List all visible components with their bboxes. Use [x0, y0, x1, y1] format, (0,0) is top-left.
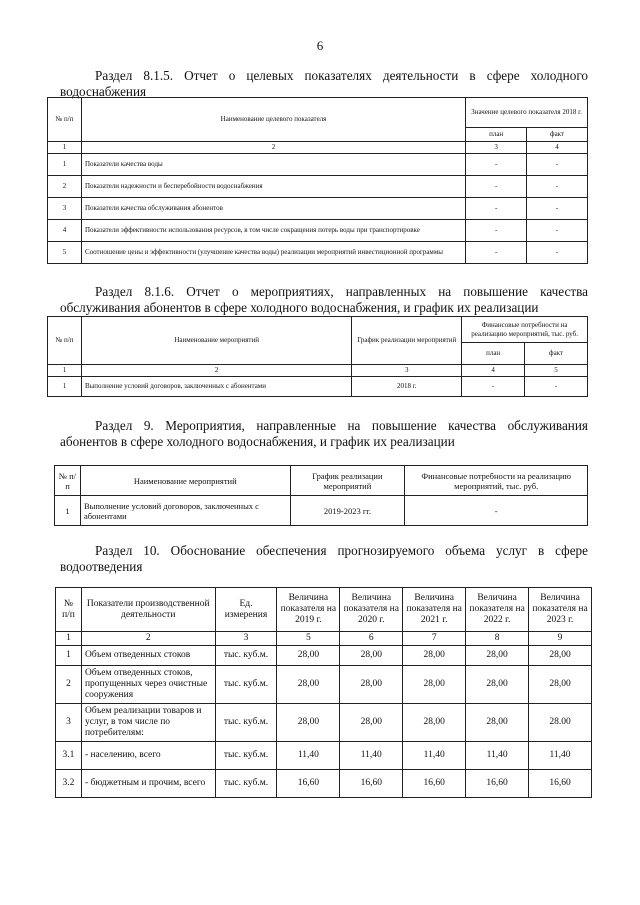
table-row [48, 176, 588, 198]
row-value: 16,60 [403, 770, 466, 798]
row-value: 11,40 [403, 742, 466, 770]
index-cell: 3 [352, 365, 462, 377]
row-value: 16,60 [340, 770, 403, 798]
section-10-heading: Раздел 10. Обоснование обеспечения прогнозируемого объема услуг в сфере водоотведения [60, 543, 588, 574]
row-num: 3.1 [56, 742, 82, 770]
index-cell: 3 [466, 142, 527, 154]
table-row [48, 198, 588, 220]
header-schedule: График реализации мероприятий [290, 466, 405, 496]
header-year: Величина показателя на 2021 г. [403, 588, 466, 632]
row-value: 28,00 [277, 704, 340, 742]
row-num: 3 [56, 704, 82, 742]
row-value: 11,40 [466, 742, 529, 770]
table-row [48, 154, 588, 176]
row-name: Показатели качества воды [81, 154, 465, 176]
row-unit: тыс. куб.м. [215, 704, 277, 742]
row-plan: - [466, 154, 527, 176]
header-num: № п/п [55, 466, 81, 496]
index-cell: 3 [215, 632, 277, 646]
row-fact: - [527, 176, 588, 198]
row-plan: - [462, 377, 525, 397]
row-unit: тыс. куб.м. [215, 646, 277, 666]
row-name: Объем отведенных стоков, пропущенных через очистные сооружения [81, 666, 215, 704]
row-num: 1 [48, 377, 82, 397]
row-name: Показатели качества обслуживания абонентов [81, 198, 465, 220]
index-cell: 1 [48, 365, 82, 377]
row-fact: - [527, 242, 588, 264]
index-cell: 2 [81, 632, 215, 646]
row-num: 5 [48, 242, 82, 264]
row-schedule: 2019-2023 гг. [290, 496, 405, 526]
table-row [56, 646, 592, 666]
table-row [48, 377, 588, 397]
header-plan: план [462, 343, 525, 365]
row-num: 2 [56, 666, 82, 704]
table-row [48, 220, 588, 242]
row-num: 1 [55, 496, 81, 526]
row-value: 11,40 [340, 742, 403, 770]
index-cell: 1 [48, 142, 82, 154]
row-num: 1 [48, 154, 82, 176]
row-plan: - [466, 198, 527, 220]
row-value: 28,00 [466, 666, 529, 704]
header-schedule: График реализации мероприятий [352, 317, 462, 365]
row-value: 28,00 [340, 646, 403, 666]
row-num: 3 [48, 198, 82, 220]
row-fact: - [527, 198, 588, 220]
index-cell: 5 [525, 365, 588, 377]
index-cell: 2 [81, 365, 351, 377]
row-value: 28,00 [403, 646, 466, 666]
row-value: 28,00 [529, 666, 592, 704]
table-8-1-5 [47, 97, 588, 264]
row-value: 11,40 [529, 742, 592, 770]
index-cell: 1 [56, 632, 82, 646]
row-value: 28.00 [529, 704, 592, 742]
row-name: Показатели надежности и бесперебойности водоснабжения [81, 176, 465, 198]
header-fact: факт [527, 128, 588, 142]
row-value: 28,00 [277, 646, 340, 666]
section-8-1-5-heading: Раздел 8.1.5. Отчет о целевых показателях деятельности в сфере холодного водоснабжения [60, 68, 588, 99]
row-fact: - [525, 377, 588, 397]
row-value: 28,00 [340, 666, 403, 704]
header-plan: план [466, 128, 527, 142]
row-fact: - [527, 220, 588, 242]
header-fact: факт [525, 343, 588, 365]
header-num: № п/п [48, 98, 82, 142]
row-name: Показатели эффективности использования ресурсов, в том числе сокращения потерь воды при транспортировке [81, 220, 465, 242]
row-num: 3.2 [56, 770, 82, 798]
index-cell: 5 [277, 632, 340, 646]
index-cell: 9 [529, 632, 592, 646]
row-name: Объем реализации товаров и услуг, в том числе по потребителям: [81, 704, 215, 742]
table-9 [54, 465, 588, 526]
row-name: - бюджетным и прочим, всего [81, 770, 215, 798]
header-fin: Финансовые потребности на реализацию мероприятий, тыс. руб. [405, 466, 588, 496]
header-value: Значение целевого показателя 2018 г. [466, 98, 588, 128]
header-fin: Финансовые потребности на реализацию мероприятий, тыс. руб. [462, 317, 588, 343]
table-row [48, 242, 588, 264]
table-row [56, 742, 592, 770]
index-cell: 8 [466, 632, 529, 646]
row-value: 28,00 [529, 646, 592, 666]
header-name: Наименование целевого показателя [81, 98, 465, 142]
row-num: 1 [56, 646, 82, 666]
row-value: 28,00 [466, 646, 529, 666]
row-value: 11,40 [277, 742, 340, 770]
row-value: 28,00 [340, 704, 403, 742]
header-name: Наименование мероприятий [81, 317, 351, 365]
row-value: 28,00 [403, 704, 466, 742]
section-8-1-6-heading: Раздел 8.1.6. Отчет о мероприятиях, направленных на повышение качества обслуживания абонентов в сфере холодного водоснабжения, и график их реализации [60, 284, 588, 315]
row-value: 28,00 [466, 704, 529, 742]
header-year: Величина показателя на 2022 г. [466, 588, 529, 632]
row-schedule: 2018 г. [352, 377, 462, 397]
header-num: № п/п [48, 317, 82, 365]
page-number: 6 [316, 38, 324, 53]
row-name: Соотношение цены и эффективности (улучшение качества воды) реализации мероприятий инвестиционной программы [81, 242, 465, 264]
table-row [55, 496, 588, 526]
header-unit: Ед. измерения [215, 588, 277, 632]
row-value: 16,60 [277, 770, 340, 798]
index-cell: 7 [403, 632, 466, 646]
row-plan: - [466, 242, 527, 264]
row-num: 2 [48, 176, 82, 198]
header-indicator: Показатели производственной деятельности [81, 588, 215, 632]
header-name: Наименование мероприятий [80, 466, 290, 496]
row-value: 28,00 [403, 666, 466, 704]
table-row [56, 770, 592, 798]
row-value: 16,60 [466, 770, 529, 798]
row-value: 16,60 [529, 770, 592, 798]
row-value: 28,00 [277, 666, 340, 704]
row-plan: - [466, 176, 527, 198]
index-cell: 2 [81, 142, 465, 154]
row-unit: тыс. куб.м. [215, 666, 277, 704]
row-name: Объем отведенных стоков [81, 646, 215, 666]
row-fact: - [527, 154, 588, 176]
row-plan: - [466, 220, 527, 242]
row-name: Выполнение условий договоров, заключенных с абонентами [81, 377, 351, 397]
row-name: Выполнение условий договоров, заключенных с абонентами [80, 496, 290, 526]
header-year: Величина показателя на 2020 г. [340, 588, 403, 632]
header-num: № п/п [56, 588, 82, 632]
table-10 [55, 587, 592, 798]
table-row [56, 704, 592, 742]
index-cell: 4 [527, 142, 588, 154]
row-name: - населению, всего [81, 742, 215, 770]
row-fin: - [405, 496, 588, 526]
table-row [56, 666, 592, 704]
row-unit: тыс. куб.м. [215, 742, 277, 770]
section-9-heading: Раздел 9. Мероприятия, направленные на повышение качества обслуживания абонентов в сфере холодного водоснабжения, и график их реализации [60, 418, 588, 449]
row-unit: тыс. куб.м. [215, 770, 277, 798]
row-num: 4 [48, 220, 82, 242]
index-cell: 4 [462, 365, 525, 377]
index-cell: 6 [340, 632, 403, 646]
header-year: Величина показателя на 2023 г. [529, 588, 592, 632]
table-8-1-6 [47, 316, 588, 397]
header-year: Величина показателя на 2019 г. [277, 588, 340, 632]
